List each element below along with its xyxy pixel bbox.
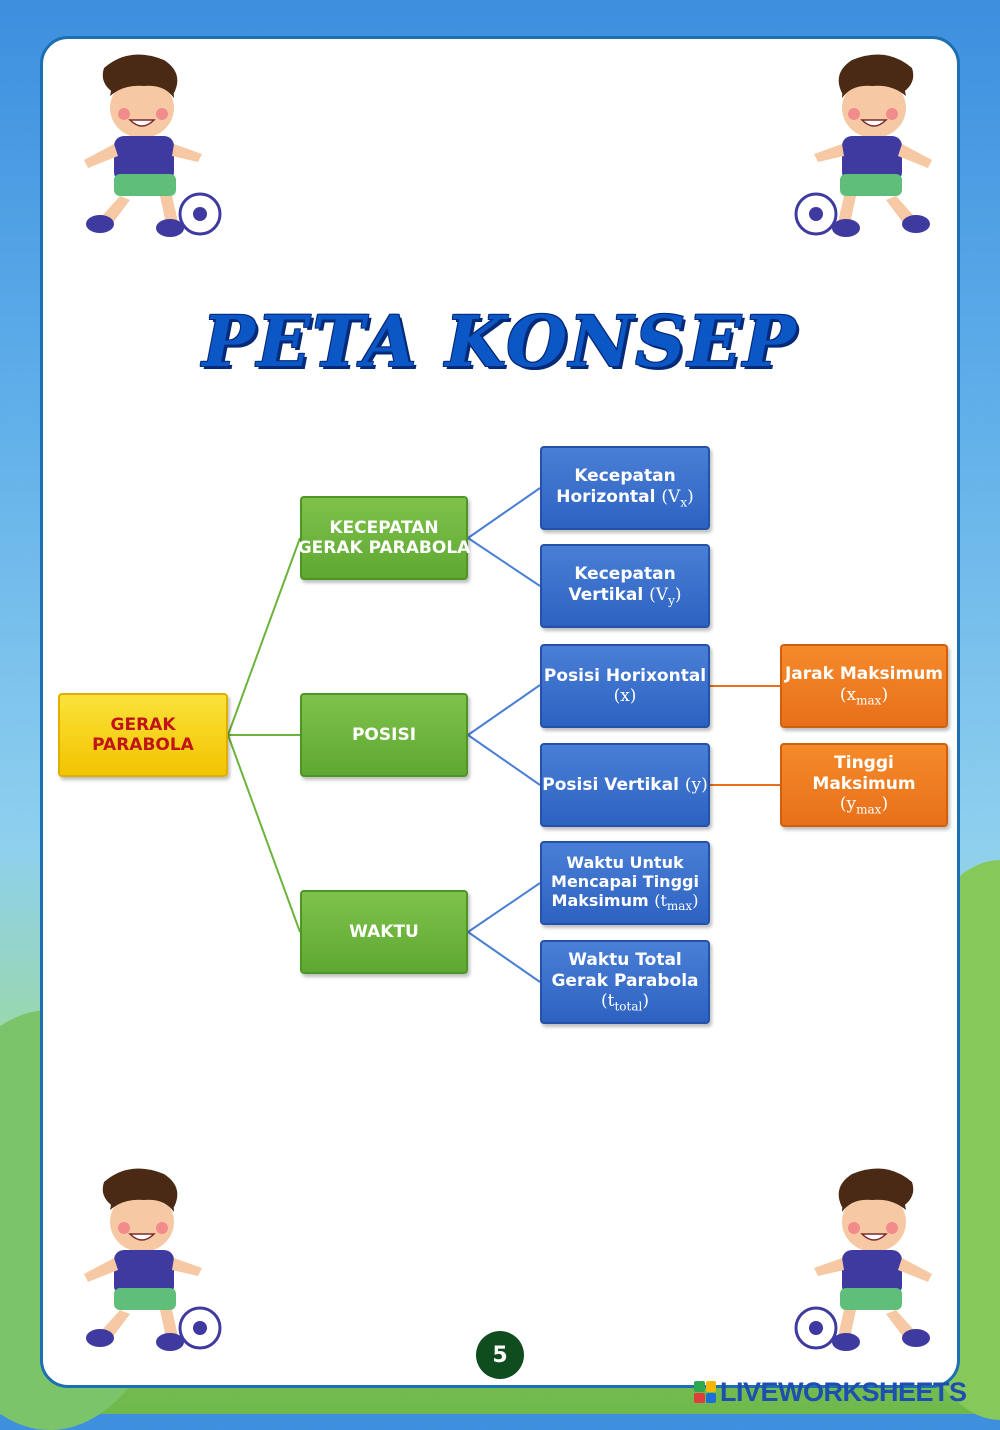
extra-xmax-symbol: x xyxy=(846,684,857,705)
root-node-gerak-parabola xyxy=(58,693,228,777)
leaf-y-close: ) xyxy=(701,774,708,795)
connector-waktu-tmax xyxy=(468,883,540,932)
leaf-tmax-line1: Waktu Untuk xyxy=(566,852,684,872)
kid-soccer-illustration-bottom-right xyxy=(792,1162,942,1352)
leaf-vx-line2 xyxy=(556,487,693,510)
extra-xmax-line1: Jarak Maksimum xyxy=(784,664,944,685)
leaf-ttot-open: ( xyxy=(601,991,608,1011)
leaf-tmax-symbol: t xyxy=(660,890,667,910)
leaf-vx-subscript: x xyxy=(680,495,688,510)
leaf-vy-line2 xyxy=(569,585,682,608)
extra-ymax-line2 xyxy=(840,794,888,817)
leaf-node-posisi-vertikal xyxy=(540,743,710,827)
leaf-x-symbol: x xyxy=(620,686,630,706)
extra-xmax-close: ) xyxy=(881,684,889,705)
leaf-tmax-subscript: max xyxy=(666,899,693,914)
leaf-vx-open: ( xyxy=(661,486,669,507)
extra-xmax-open: ( xyxy=(839,684,847,705)
leaf-tmax-close: ) xyxy=(692,890,699,910)
leaf-x-line1: Posisi Horixontal xyxy=(543,665,707,686)
leaf-y-open: ( xyxy=(684,774,692,795)
extra-ymax-close: ) xyxy=(881,794,889,814)
brand-text: LIVEWORKSHEETS xyxy=(720,1376,967,1407)
leaf-ttot-close: ) xyxy=(642,991,649,1011)
connector-kecepatan-vy xyxy=(468,538,540,586)
page-number-badge: 5 xyxy=(476,1331,524,1379)
leaf-vy-close: ) xyxy=(674,584,682,605)
leaf-vy-subscript: y xyxy=(668,593,675,608)
leaf-vy-symbol: V xyxy=(655,584,669,605)
branch-kecepatan-line2: GERAK PARABOLA xyxy=(297,538,471,558)
leaf-vy-line1: Kecepatan xyxy=(574,564,676,585)
leaf-y-line1 xyxy=(542,775,707,795)
root-label: GERAK PARABOLA xyxy=(92,714,194,755)
branch-node-kecepatan xyxy=(297,496,471,580)
kid-soccer-illustration-top-right xyxy=(792,48,942,238)
liveworksheets-logo-icon xyxy=(694,1381,716,1403)
leaf-y-text: Posisi Vertikal xyxy=(542,774,685,795)
leaf-node-kecepatan-vertikal xyxy=(540,544,710,628)
leaf-ttot-symbol: t xyxy=(607,991,615,1011)
leaf-ttot-line2: Gerak Parabola xyxy=(551,970,699,991)
branch-waktu-label: WAKTU xyxy=(349,921,419,942)
branch-node-waktu xyxy=(300,890,468,974)
leaf-tmax-line3 xyxy=(552,891,699,914)
leaf-ttot-line3 xyxy=(601,991,649,1014)
leaf-x-line2 xyxy=(614,686,637,706)
branch-node-posisi xyxy=(300,693,468,777)
leaf-x-close: ) xyxy=(629,686,637,706)
kid-soccer-illustration-top-left xyxy=(74,48,224,238)
leaf-y-symbol: y xyxy=(691,774,702,795)
extra-xmax-line2 xyxy=(840,685,888,708)
leaf-tmax-open: ( xyxy=(654,890,661,910)
connector-posisi-y xyxy=(468,735,540,785)
page-title: PETA KONSEP xyxy=(202,300,798,383)
leaf-vx-line1: Kecepatan xyxy=(574,466,676,487)
extra-xmax-subscript: max xyxy=(856,693,882,708)
leaf-vx-symbol: V xyxy=(668,486,681,507)
leaf-node-kecepatan-horizontal xyxy=(540,446,710,530)
connector-root-kecepatan xyxy=(228,538,300,735)
leaf-vx-text: Horizontal xyxy=(556,486,662,507)
extra-ymax-open: ( xyxy=(839,794,847,814)
connector-posisi-x xyxy=(468,685,540,735)
extra-ymax-symbol: y xyxy=(846,794,857,814)
leaf-ttot-subscript: total xyxy=(614,999,643,1014)
leaf-ttot-line1: Waktu Total xyxy=(568,950,682,971)
extra-ymax-subscript: max xyxy=(856,802,882,817)
branch-kecepatan-line1: KECEPATAN xyxy=(329,517,439,538)
leaf-node-waktu-tinggi-maksimum xyxy=(540,841,710,925)
leaf-x-open: ( xyxy=(613,686,621,706)
connector-kecepatan-vx xyxy=(468,488,540,538)
liveworksheets-brand xyxy=(694,1376,967,1408)
leaf-node-waktu-total xyxy=(540,940,710,1024)
connector-root-waktu xyxy=(228,735,300,932)
leaf-node-posisi-horizontal xyxy=(540,644,710,728)
connector-waktu-ttotal xyxy=(468,932,540,982)
extra-ymax-line1: Tinggi Maksimum xyxy=(812,753,916,794)
leaf-vx-close: ) xyxy=(687,486,694,507)
leaf-vy-open: ( xyxy=(649,584,656,605)
leaf-vy-text: Vertikal xyxy=(568,584,650,605)
leaf-tmax-text: Maksimum xyxy=(551,890,655,910)
kid-soccer-illustration-bottom-left xyxy=(74,1162,224,1352)
branch-posisi-label: POSISI xyxy=(351,724,417,745)
leaf-tmax-line2: Mencapai Tinggi xyxy=(551,871,699,891)
extra-node-tinggi-maksimum xyxy=(780,743,948,827)
extra-node-jarak-maksimum xyxy=(780,644,948,728)
